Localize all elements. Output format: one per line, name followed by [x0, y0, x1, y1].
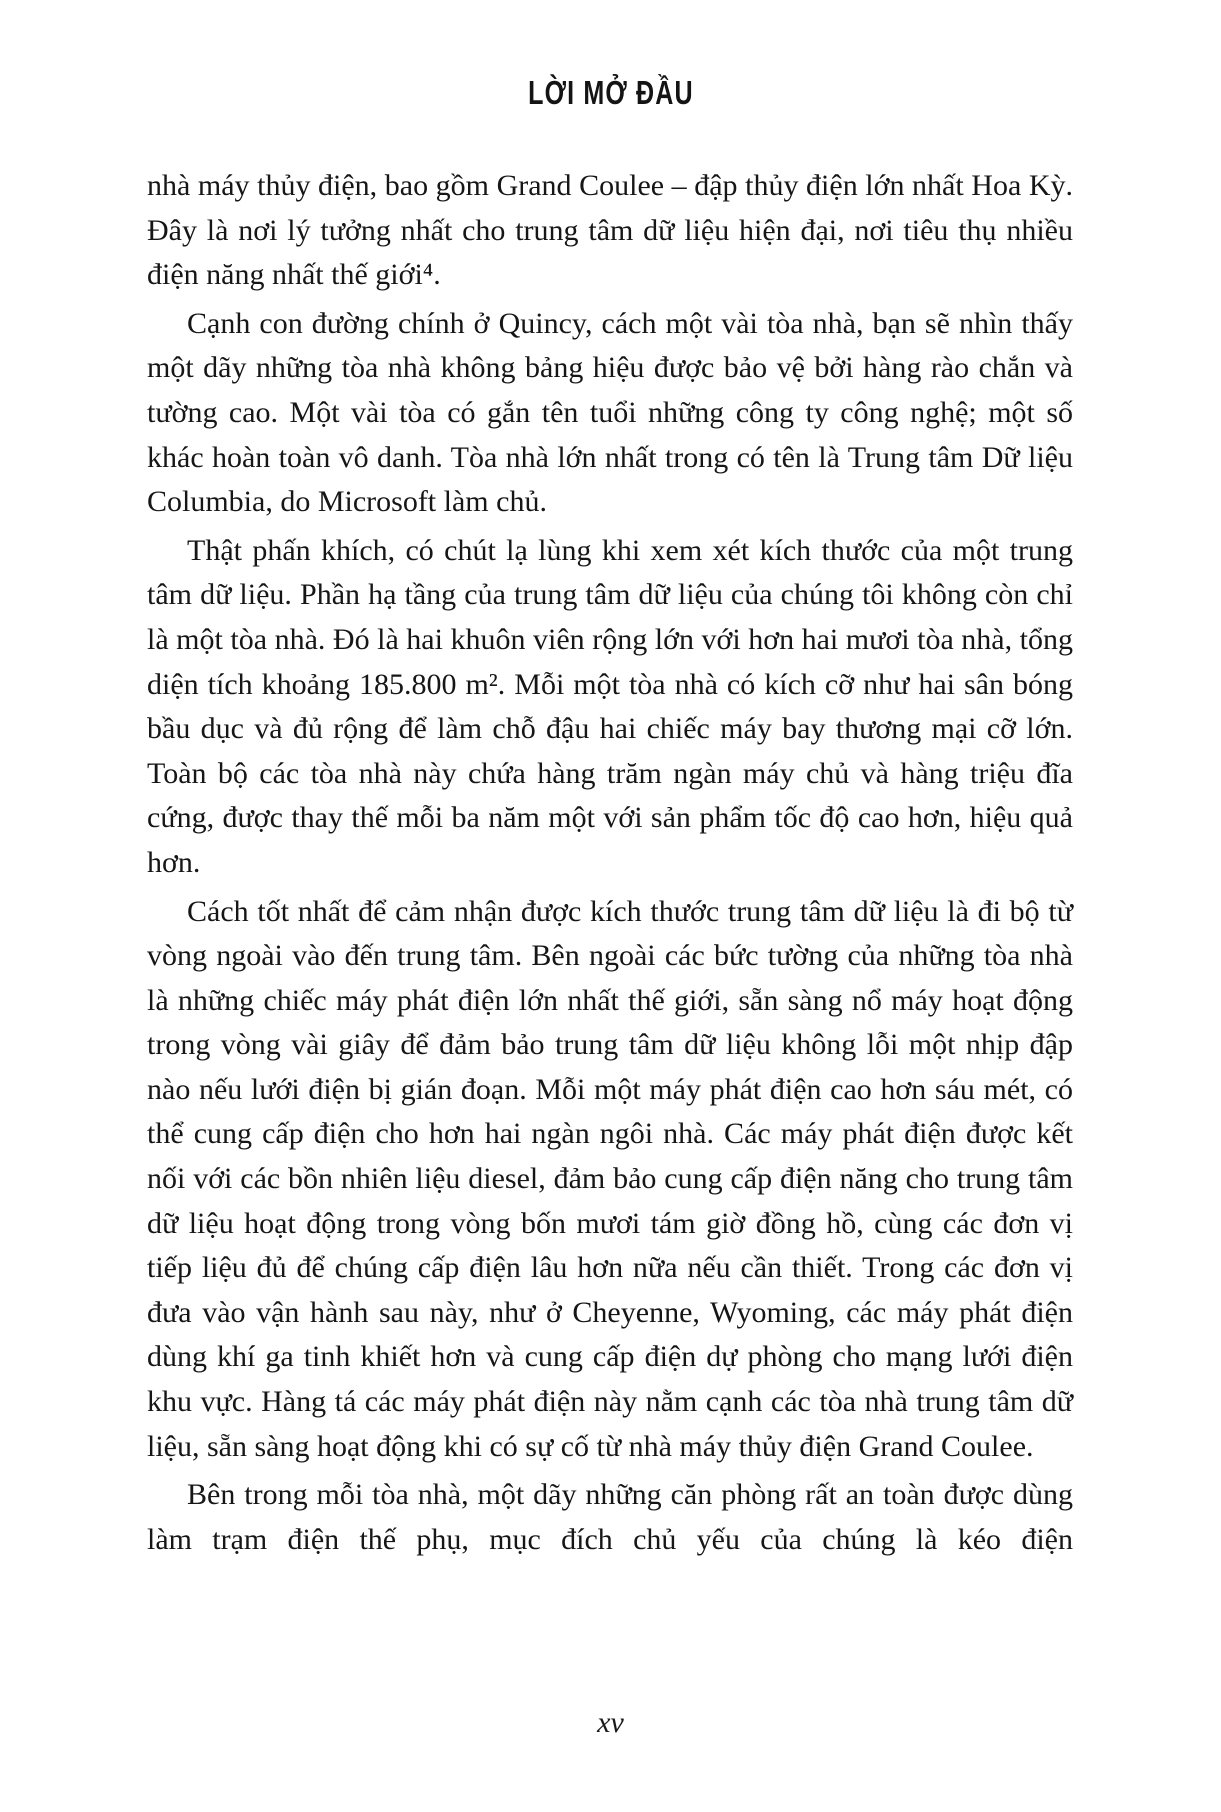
chapter-title: LỜI MỞ ĐẦU — [527, 74, 694, 111]
paragraph: Bên trong mỗi tòa nhà, một dãy những căn phòng rất an toàn được dùng làm trạm điện thế phụ, mục đích chủ yếu của chúng là kéo điện — [147, 1478, 1073, 1556]
paragraph: Thật phấn khích, có chút lạ lùng khi xem xét kích thước của một trung tâm dữ liệu. Phần hạ tầng của trung tâm dữ liệu của chúng tôi không còn chỉ là một tòa nhà. Đó là hai khuôn viên rộng lớn với hơn hai mươi tòa nhà, tổng diện tích khoảng 185.800 m². Mỗi một tòa nhà có kích cỡ như hai sân bóng bầu dục và đủ rộng để làm chỗ đậu hai chiếc máy bay thương mại cỡ lớn. Toàn bộ các tòa nhà này chứa hàng trăm ngàn máy chủ và hàng triệu đĩa cứng, được thay thế mỗi ba năm một với sản phẩm tốc độ cao hơn, hiệu quả hơn. — [147, 533, 1073, 879]
running-head — [0, 74, 1221, 112]
page-number: xv — [597, 1706, 624, 1739]
paragraph: nhà máy thủy điện, bao gồm Grand Coulee – đập thủy điện lớn nhất Hoa Kỳ. Đây là nơi lý tưởng nhất cho trung tâm dữ liệu hiện đại, nơi tiêu thụ nhiều điện năng nhất thế giới⁴. — [147, 169, 1073, 292]
paragraph: Cách tốt nhất để cảm nhận được kích thước trung tâm dữ liệu là đi bộ từ vòng ngoài vào đến trung tâm. Bên ngoài các bức tường của những tòa nhà là những chiếc máy phát điện lớn nhất thế giới, sẵn sàng nổ máy hoạt động trong vòng vài giây để đảm bảo trung tâm dữ liệu không lỗi một nhịp đập nào nếu lưới điện bị gián đoạn. Mỗi một máy phát điện cao hơn sáu mét, có thể cung cấp điện cho hơn hai ngàn ngôi nhà. Các máy phát điện được kết nối với các bồn nhiên liệu diesel, đảm bảo cung cấp điện năng cho trung tâm dữ liệu hoạt động trong vòng bốn mươi tám giờ đồng hồ, cùng các đơn vị tiếp liệu đủ để chúng cấp điện lâu hơn nữa nếu cần thiết. Trong các đơn vị đưa vào vận hành sau này, như ở Cheyenne, Wyoming, các máy phát điện dùng khí ga tinh khiết hơn và cung cấp điện dự phòng cho mạng lưới điện khu vực. Hàng tá các máy phát điện này nằm cạnh các tòa nhà trung tâm dữ liệu, sẵn sàng hoạt động khi có sự cố từ nhà máy thủy điện Grand Coulee. — [147, 894, 1073, 1463]
body-text-block — [147, 164, 1073, 1562]
paragraph: Cạnh con đường chính ở Quincy, cách một vài tòa nhà, bạn sẽ nhìn thấy một dãy những tòa nhà không bảng hiệu được bảo vệ bởi hàng rào chắn và tường cao. Một vài tòa có gắn tên tuổi những công ty công nghệ; một số khác hoàn toàn vô danh. Tòa nhà lớn nhất trong có tên là Trung tâm Dữ liệu Columbia, do Microsoft làm chủ. — [147, 306, 1073, 519]
